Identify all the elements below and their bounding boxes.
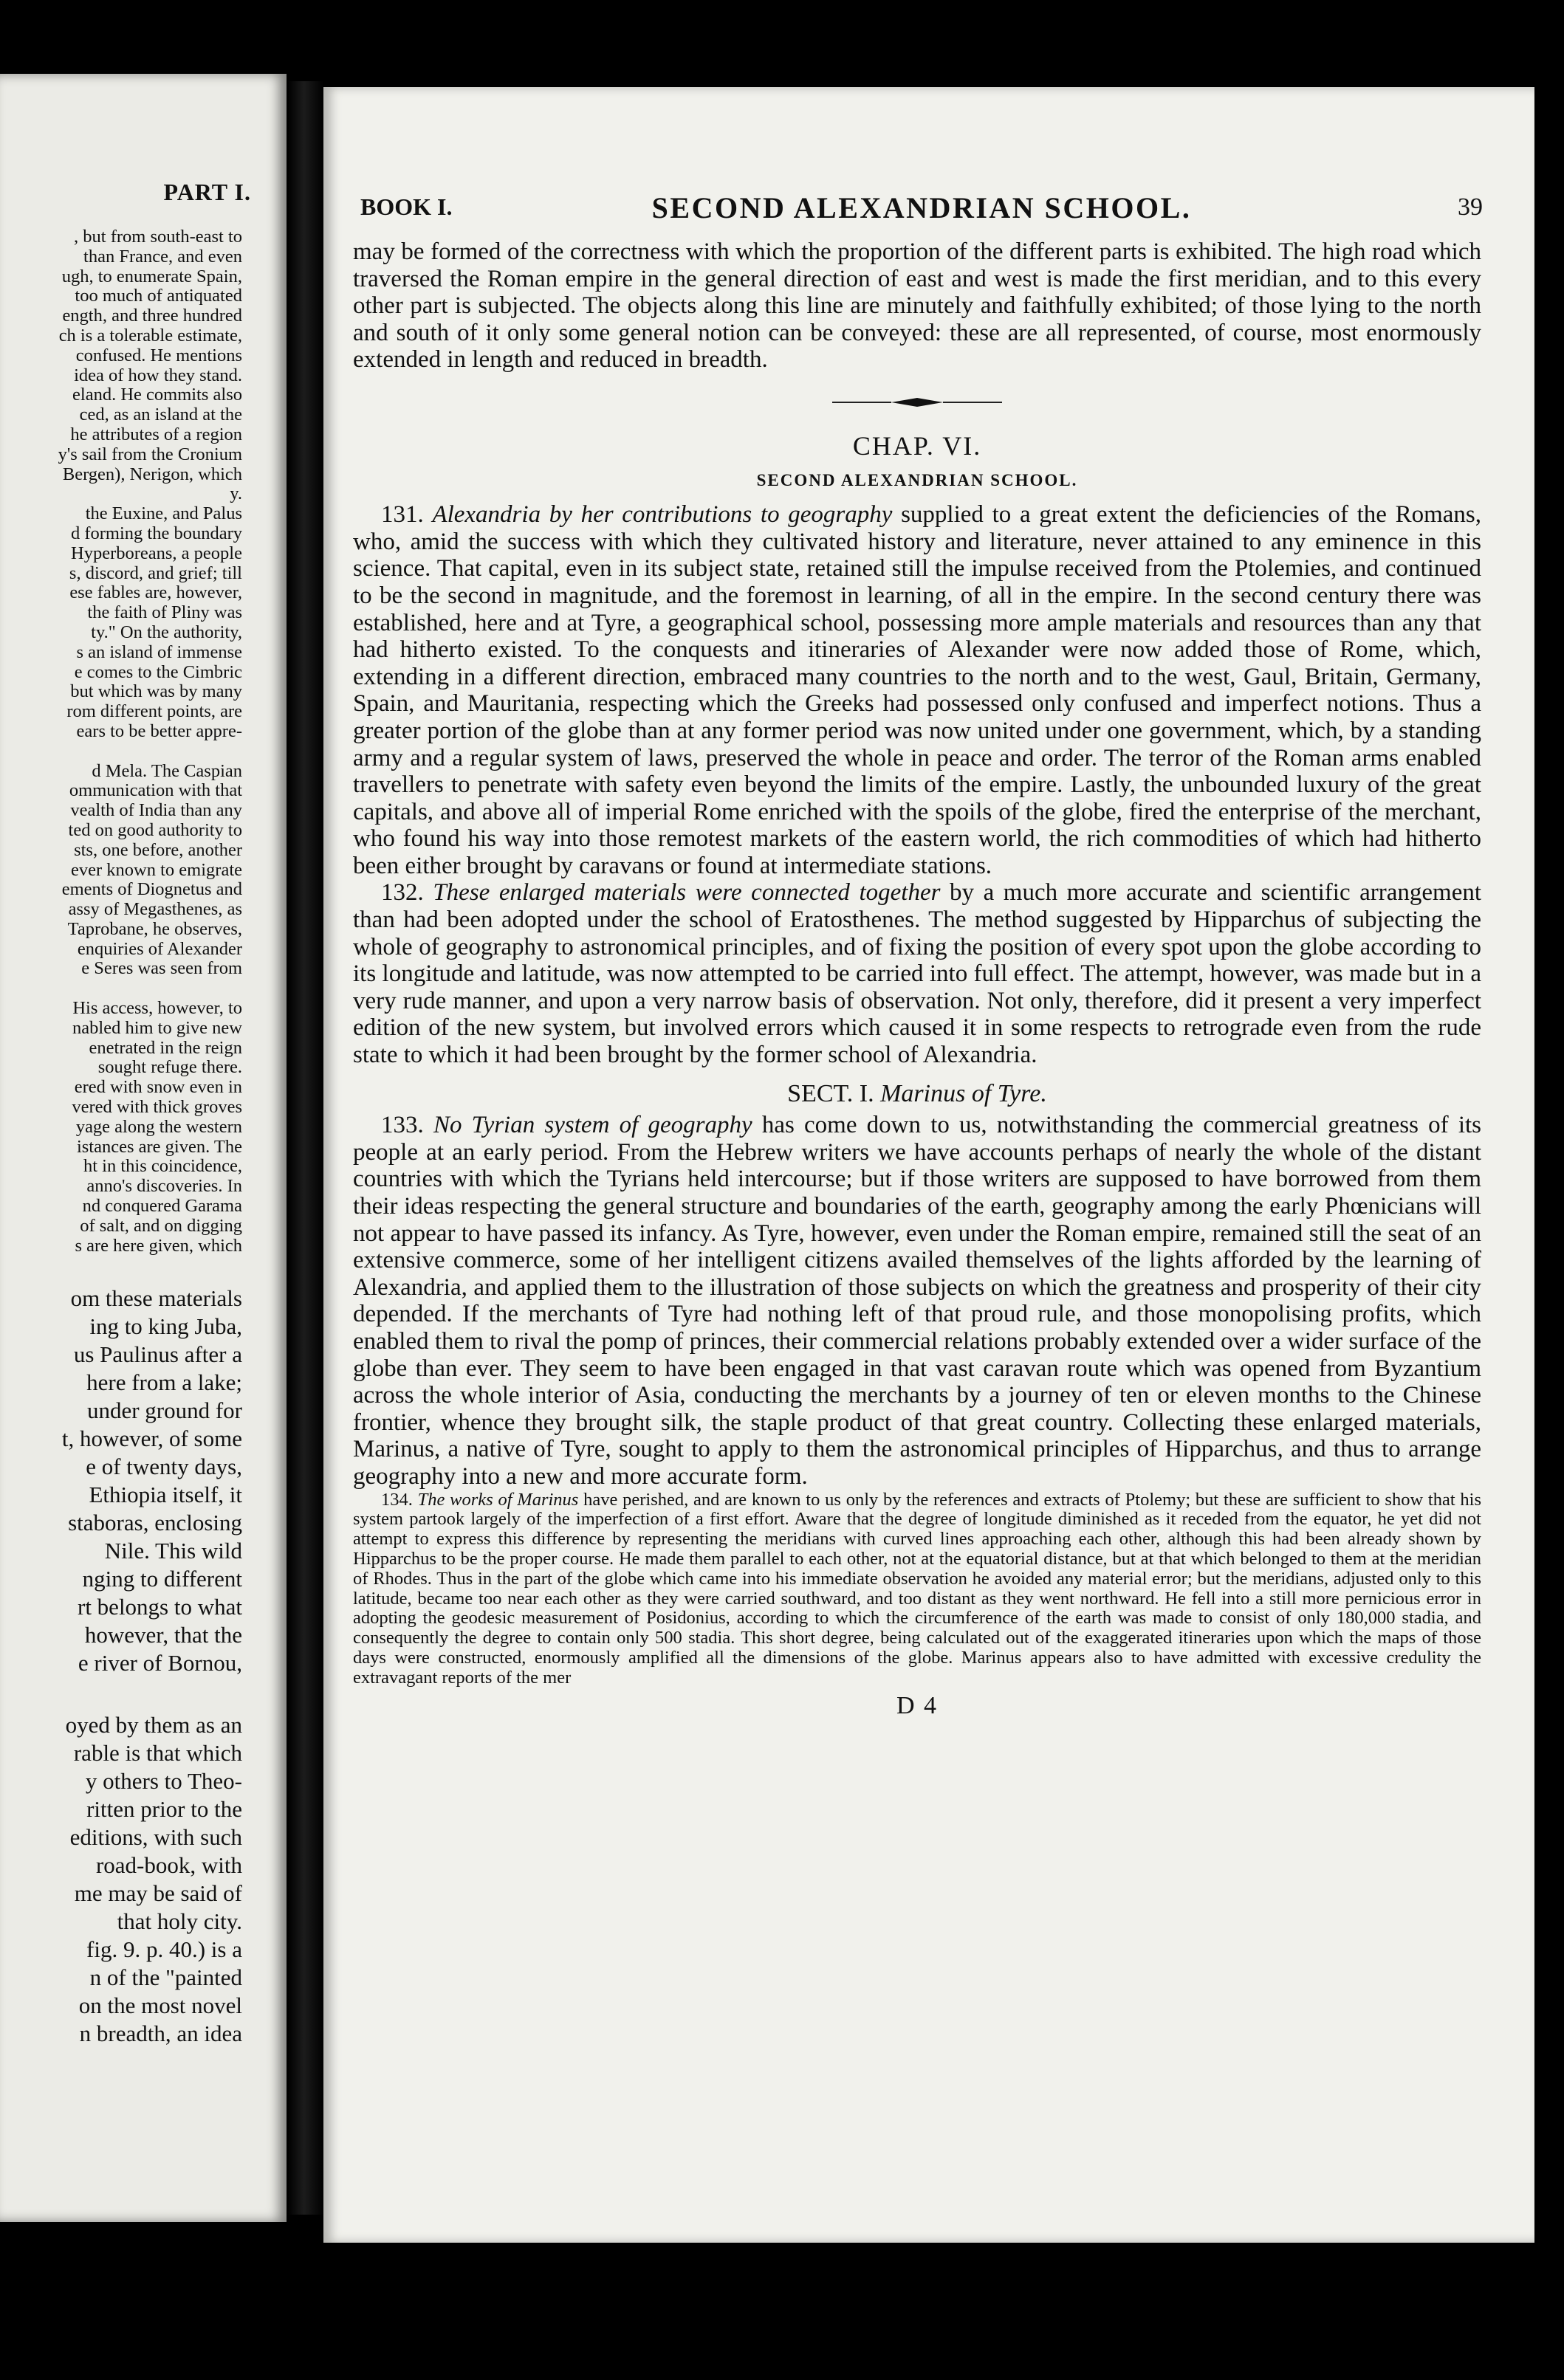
right-page [323,87,1534,2243]
paragraph-132 [353,879,1481,1068]
left-text-line: us Paulinus after a [73,1341,242,1367]
left-text-line: that holy city. [117,1908,242,1934]
book-label: BOOK I. [360,193,453,220]
left-text-line: nging to different [82,1566,242,1592]
left-text-line: e comes to the Cimbric [74,661,242,682]
section-heading [353,1081,1481,1108]
left-text-line: the Euxine, and Palus [85,503,242,524]
left-text-line: ritten prior to the [86,1796,242,1822]
paragraph-lead: No Tyrian system of geography [433,1112,752,1139]
left-text-line: ch is a tolerable estimate, [58,325,242,345]
left-text-line: e Seres was seen from [81,958,242,979]
left-text-line: y others to Theo- [85,1768,242,1794]
left-text-line: istances are given. The [76,1136,242,1157]
left-text-line: yage along the western [75,1116,242,1137]
left-text-line: Taprobane, he observes, [67,918,242,939]
left-text-line: however, that the [84,1622,242,1648]
left-text-line: His access, however, to [72,998,242,1019]
left-text-line: editions, with such [69,1824,242,1850]
left-text-line: he attributes of a region [70,424,242,444]
running-header [360,190,1483,227]
section-title: Marinus of Tyre. [880,1079,1047,1107]
left-text-line [0,979,242,999]
left-text-line: y's sail from the Cronium [58,444,242,464]
left-text-line: the faith of Pliny was [87,602,242,623]
paragraph-number: 132. [381,879,424,907]
left-text-line: ength, and three hundred [62,306,242,326]
divider-line-right [943,402,1002,403]
page-number: 39 [1458,193,1483,221]
left-text-line: n breadth, an idea [79,2020,242,2046]
left-text-line: ements of Diognetus and [61,879,242,900]
left-text-line: under ground for [86,1397,242,1423]
left-text-line: s an island of immense [76,642,242,662]
left-text-line: rable is that which [73,1740,242,1766]
left-text-line: me may be said of [74,1880,242,1906]
paragraph-text: supplied to a great extent the deficiencies of the Romans, who, amid the success with which they cultivated history and literature, never attained to any eminence in this science. That capital, even in its subject state, retained still the impulse received from the Ptolemies, and continued to be the second in magnitude, and the foremost in learning, of all in the empire. In the second century there was established, here and at Tyre, a geographical school, possessing more ample materials and resources than any that had hitherto existed. To the conquests and itineraries of Alexander were now added those of Rome, which, extending in a different direction, embraced many countries to the north and to the west, Gaul, Britain, Germany, Spain, and Mauritania, respecting which the Greeks had possessed only confused and imperfect notions. Thus a greater portion of the globe than at any former period was now united under one government, which, by a standing army and a regular system of laws, preserved the whole in peace and order. The terror of the Roman arms enabled travellers to penetrate with safety even beyond the limits of the empire. Lastly, the unbounded luxury of the great capitals, and above all of imperial Rome enriched with the spoils of the globe, fired the enterprise of the merchant, who found his way into those remotest markets of the eastern world, the rich commodities of which had hitherto been either brought by caravans or found at intermediate stations. [353,501,1482,879]
intro-paragraph: may be formed of the correctness with which the proportion of the different parts is exhibited. The high road which traversed the Roman empire in the general direction of east and west is made the first meridian, and to this every other part is subjected. The objects along this line are minutely and faithfully exhibited; of those lying to the north and south of it only some general notion can be conveyed: these are all represented, of course, most enormously extended in length and reduced in breadth. [353,238,1481,374]
left-text-line: Bergen), Nerigon, which [62,464,242,484]
left-text-line: confused. He mentions [75,345,242,365]
left-text-line: s, discord, and grief; till [69,563,242,583]
paragraph-lead: Alexandria by her contributions to geography [432,501,893,529]
left-text-line: d forming the boundary [70,523,242,543]
left-text-line: staboras, enclosing [68,1510,242,1535]
chapter-subtitle: SECOND ALEXANDRIAN SCHOOL. [756,470,1078,489]
left-text-line: enetrated in the reign [89,1037,242,1058]
left-text-line: too much of antiquated [75,286,242,306]
paragraph-number: 131. [381,501,424,529]
left-text-line: y. [230,484,242,504]
paragraph-134-small [353,1490,1481,1688]
left-text-line: e of twenty days, [86,1454,242,1479]
left-text-line: ese fables are, however, [69,582,242,603]
left-text-line: , but from south-east to [74,227,242,247]
left-text-line: enquiries of Alexander [77,938,242,959]
left-text-line [0,742,242,762]
page-body [353,238,1481,1719]
left-text-line: but which was by many [70,681,242,702]
left-text-line: fig. 9. p. 40.) is a [86,1936,242,1962]
paragraph-133 [353,1112,1481,1490]
left-text-line: ever known to emigrate [71,859,242,880]
left-text-line: ing to king Juba, [89,1313,242,1339]
paragraph-131 [353,501,1481,879]
running-title: SECOND ALEXANDRIAN SCHOOL. [651,191,1192,224]
left-text-line: ced, as an island at the [79,405,242,425]
left-text-line: rom different points, are [66,701,242,722]
left-text-line: ears to be better appre- [76,720,242,741]
left-text-line: Hyperboreans, a people [71,543,242,563]
left-text-line: here from a lake; [86,1369,242,1395]
left-text-line: ht in this coincidence, [83,1156,242,1177]
left-text-line: rt belongs to what [78,1594,242,1620]
left-text-line: assy of Megasthenes, as [68,899,242,920]
left-page-text-large-2 [0,1711,242,2048]
section-label: SECT. I. [787,1079,874,1107]
left-text-line: vealth of India than any [70,800,242,821]
left-text-line: eland. He commits also [72,385,242,405]
chapter-title: CHAP. VI. [852,430,982,461]
left-text-line: e river of Bornou, [78,1650,242,1676]
paragraph-text: has come down to us, notwithstanding the commercial greatness of its people at an early period. From the Hebrew writers we have accounts perhaps of nearly the whole of the distant countries with which the Tyrians held intercourse; but if those writers are supposed to have borrowed from them their ideas respecting the general structure and boundaries of the earth, geography among the early Phœnicians will not appear to have passed its infancy. As Tyre, however, even under the Roman empire, remained still the seat of an extensive commerce, some of her intelligent citizens availed themselves of the lights afforded by the learning of Alexandria, and applied them to the illustration of those subjects on which the greatness and prosperity of their city depended. If the merchants of Tyre had nothing left of that proud rule, and those monopolising profits, which enabled them to rival the pomp of princes, their commercial relations probably extended over a wider surface of the globe than ever. They seem to have been engaged in that vast caravan route which was opened from Byzantium across the whole interior of Asia, conducting the merchants by a journey of ten or eleven months to the Chinese frontier, whence they brought silk, the staple product of that great country. Collecting these enlarged materials, Marinus, a native of Tyre, sought to apply to them the astronomical principles of Hipparchus, and thus to arrange geography into a new and more accurate form. [353,1112,1482,1490]
left-text-line: road-book, with [95,1852,242,1878]
left-text-line: anno's discoveries. In [86,1176,242,1197]
left-text-line: ered with snow even in [74,1077,242,1098]
paragraph-text: have perished, and are known to us only by the references and extracts of Ptolemy; but these are sufficient to show that his system partook largely of the imperfection of a first effort. Aware that the degree of longitude diminished as it receded from the equator, he yet did not attempt to express this difference by representing the meridians with curved lines approaching each other, although this had been already shown by Hipparchus to be the proper course. He made them parallel to each other, not at the equatorial distance, but at that which belonged to them at the meridian of Rhodes. Thus in the part of the globe which came into his immediate observation he avoided any material error; but the meridians, adjusted only to this latitude, became too near each other as they were carried southward, and too distant as they went northward. He fell into a still more pernicious error in adopting the geodesic measurement of Posidonius, according to which the circumference of the earth was made to consist of only 180,000 stadia, and consequently the degree to contain only 500 stadia. This short degree, being calculated out of the exaggerated itineraries upon which the maps of those days were constructed, enormously amplified all the dimensions of the globe. Marinus appears also to have admitted with excessive credulity the extravagant reports of the mer [353,1489,1482,1688]
signature-mark: D 4 [896,1691,939,1719]
left-text-line: ty." On the authority, [91,622,242,642]
left-text-line: t, however, of some [61,1425,242,1451]
left-text-line: s are here given, which [75,1235,242,1256]
ornament-divider [353,390,1481,415]
left-text-line: than France, and even [83,246,242,266]
paragraph-text: by a much more accurate and scientific arrangement than had been adopted under the school of Eratosthenes. The method suggested by Hipparchus of subjecting the whole of geography to astronomical principles, and of fixing the position of every spot upon the globe according to its longitude and latitude, was now attempted to be carried into full effect. The attempt, however, was made but in a very rude manner, and upon a very narrow basis of observation. Not only, therefore, did it present a very imperfect edition of the new system, but involved errors which caused it in some respects to retrograde even from the rude state to which it had been brought by the former school of Alexandria. [353,879,1482,1069]
left-text-line: n of the "painted [89,1964,242,1990]
left-text-line: vered with thick groves [72,1097,242,1118]
left-text-line: idea of how they stand. [74,365,242,385]
left-page [0,74,287,2222]
left-text-line: Ethiopia itself, it [89,1482,242,1507]
left-text-line: ommunication with that [69,780,242,801]
left-text-line: nd conquered Garama [82,1196,242,1217]
left-text-line: om these materials [70,1285,242,1311]
left-text-line: ugh, to enumerate Spain, [61,266,242,286]
paragraph-lead: The works of Marinus [417,1489,579,1510]
left-page-text-small [0,227,242,1256]
left-text-line: on the most novel [78,1992,242,2018]
left-text-line: d Mela. The Caspian [92,760,242,781]
diamond-ornament [891,398,943,407]
paragraph-number: 133. [381,1112,424,1139]
left-text-line: oyed by them as an [65,1712,242,1738]
paragraph-number: 134. [381,1489,413,1510]
left-text-line: ted on good authority to [68,819,242,840]
paragraph-lead: These enlarged materials were connected together [433,879,941,907]
book-gutter [288,81,323,2215]
left-page-header: PART I. [163,179,251,205]
left-text-line: of salt, and on digging [80,1215,242,1236]
left-text-line: sts, one before, another [74,839,242,860]
left-text-line: sought refuge there. [97,1057,242,1078]
left-text-line: Nile. This wild [104,1538,242,1564]
left-text-line: nabled him to give new [72,1017,242,1038]
divider-line-left [832,402,891,403]
left-page-text-large-1 [0,1284,242,1677]
